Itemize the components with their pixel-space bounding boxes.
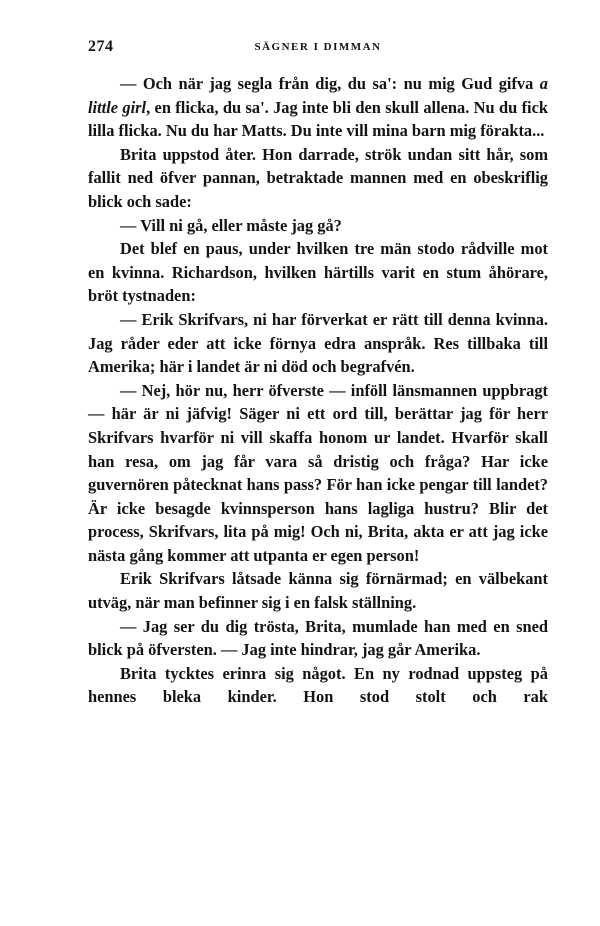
paragraph-9: Brita tycktes erinra sig något. En ny rodnad uppsteg på hennes bleka kinder. Hon stod stolt och rak [88, 663, 548, 707]
paragraph-4: Det blef en paus, under hvilken tre män stodo rådville mot en kvinna. Richardson, hvilken härtills varit en stum åhörare, bröt tystnaden: [88, 239, 548, 306]
paragraph-2: Brita uppstod åter. Hon darrade, strök undan sitt hår, som fallit ned öfver pannan, betraktade mannen med en obeskriflig blick och sade: [88, 144, 548, 211]
book-page [88, 38, 548, 709]
paragraph-1-text-end: , en flicka, du sa'. Jag inte bli den skull allena. Nu du fick lilla flicka. Nu du har Matts. Du inte vill mina barn mig förakta... [88, 97, 548, 141]
paragraph-3: — Vill ni gå, eller måste jag gå? [120, 215, 342, 235]
paragraph-1-text-start: — Och när jag segla från dig, du sa': nu mig Gud gifva [120, 74, 540, 93]
paragraph-8: — Jag ser du dig trösta, Brita, mumlade han med en sned blick på öfversten. — Jag inte hindrar, jag går Amerika. [88, 616, 548, 660]
paragraph-7: Erik Skrifvars låtsade känna sig förnärmad; en välbekant utväg, när man befinner sig i en falsk ställning. [88, 569, 548, 613]
running-title: SÄGNER I DIMMAN [254, 41, 382, 53]
paragraph-6: — Nej, hör nu, herr öfverste — inföll länsmannen uppbragt — här är ni jäfvig! Säger ni ett ord till, berättar jag för herr Skrifvars hvarför ni vill skaffa honom ur landet. Hvarför skall han resa, om jag får vara så dristig och fråga? Har icke guvernören påtecknat hans pass? För han icke pengar till landet? Är icke besagde kvinnsperson hans lagliga hustru? Blir det process, Skrifvars, lita på mig! Och ni, Brita, akta er att jag icke nästa gång kommer att utpanta er egen person! [88, 380, 548, 565]
paragraph-1-italic-phrase: a little girl [88, 74, 548, 117]
page-header [88, 38, 548, 60]
page-number: 274 [88, 38, 114, 55]
paragraph-5: — Erik Skrifvars, ni har förverkat er rätt till denna kvinna. Jag råder eder att icke förnya edra anspråk. Res tillbaka till Amerika; här i landet är ni död och begrafvén. [88, 309, 548, 377]
body-text [88, 72, 548, 709]
paragraph-1 [88, 72, 548, 143]
